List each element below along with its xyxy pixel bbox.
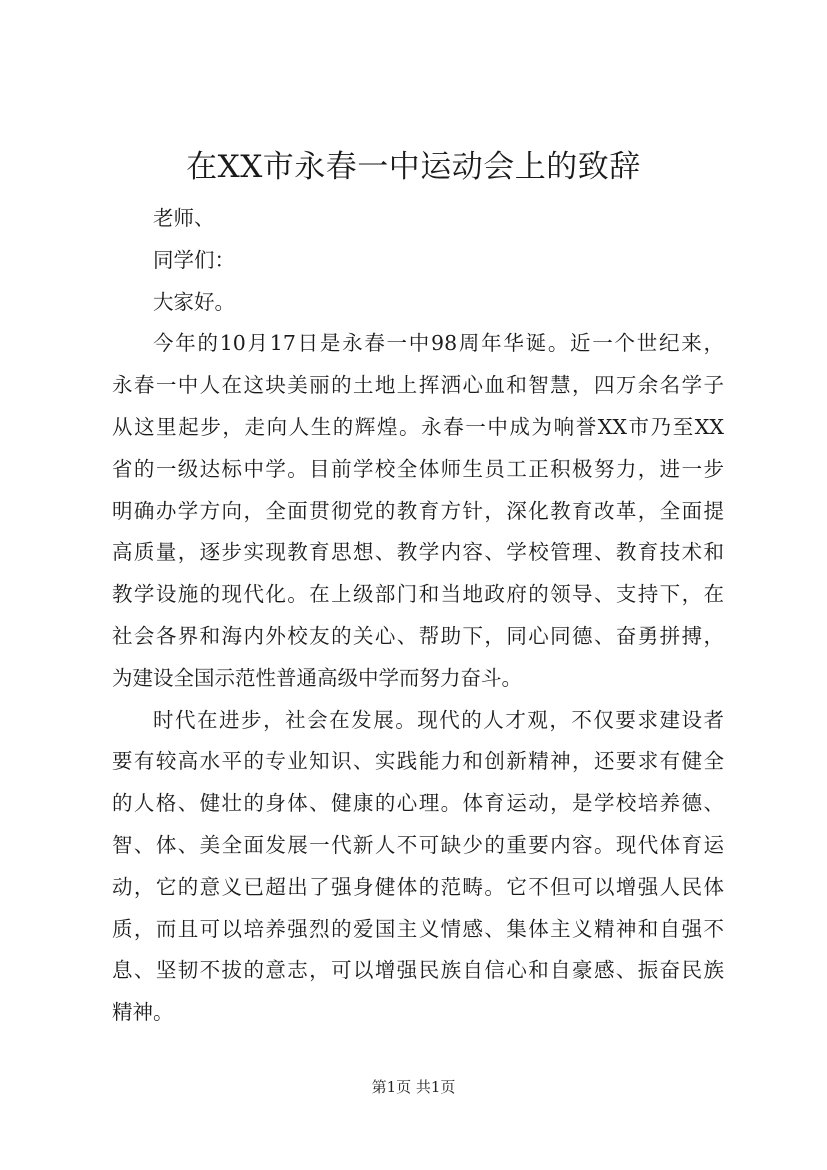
body-line: 智、体、美全面发展一代新人不可缺少的重要内容。现代体育运: [112, 832, 724, 857]
body-line: 省的一级达标中学。目前学校全体师生员工正积极努力，进一步: [112, 456, 724, 481]
body-line: 从这里起步，走向人生的辉煌。永春一中成为响誉XX市乃至XX: [112, 414, 724, 439]
body-line: 质，而且可以培养强烈的爱国主义情感、集体主义精神和自强不: [112, 916, 724, 941]
body-line: 老师、: [153, 206, 215, 230]
body-line: 动，它的意义已超出了强身健体的范畴。它不但可以增强人民体: [112, 874, 724, 899]
body-line: 教学设施的现代化。在上级部门和当地政府的领导、支持下，在: [112, 582, 724, 607]
body-line: 高质量，逐步实现教育思想、教学内容、学校管理、教育技术和: [112, 540, 724, 565]
body-line: 为建设全国示范性普通高级中学而努力奋斗。: [112, 665, 522, 690]
body-line: 同学们：: [153, 247, 235, 272]
document-title: 在XX市永春一中运动会上的致辞: [186, 149, 641, 185]
body-line: 明确办学方向，全面贯彻党的教育方针，深化教育改革，全面提: [112, 498, 724, 523]
body-line: 的人格、健壮的身体、健康的心理。体育运动，是学校培养德、: [112, 791, 724, 816]
body-line: 社会各界和海内外校友的关心、帮助下，同心同德、奋勇拼搏，: [112, 623, 724, 648]
body-line: 息、坚韧不拔的意志，可以增强民族自信心和自豪感、振奋民族: [112, 958, 724, 983]
body-line: 今年的10月17日是永春一中98周年华诞。近一个世纪来，: [153, 331, 724, 356]
body-line: 精神。: [112, 1000, 174, 1025]
body-line: 大家好。: [153, 289, 235, 314]
body-line: 时代在进步，社会在发展。现代的人才观，不仅要求建设者: [153, 707, 724, 732]
document-body: [112, 198, 724, 1034]
page-footer: 第1页 共1页: [371, 1078, 456, 1096]
body-line: 永春一中人在这块美丽的土地上挥洒心血和智慧，四万余名学子: [112, 373, 724, 398]
body-line: 要有较高水平的专业知识、实践能力和创新精神，还要求有健全: [112, 749, 724, 774]
